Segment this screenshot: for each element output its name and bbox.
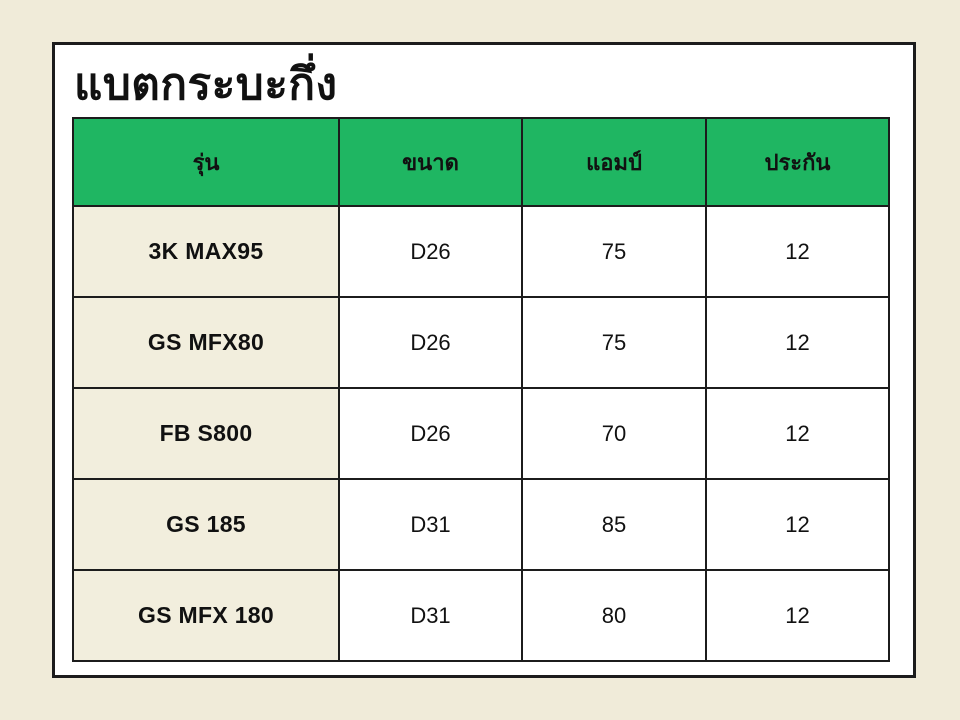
cell-model: GS MFX80 (73, 297, 339, 388)
table-body (73, 206, 889, 661)
table-row (73, 388, 889, 479)
table-row (73, 479, 889, 570)
cell-model: FB S800 (73, 388, 339, 479)
table-header (73, 118, 889, 206)
column-header-amp: แอมป์ (522, 118, 706, 206)
cell-amp: 80 (522, 570, 706, 661)
table-row (73, 570, 889, 661)
header-row (73, 118, 889, 206)
cell-size: D31 (339, 479, 522, 570)
cell-warranty: 12 (706, 297, 889, 388)
cell-warranty: 12 (706, 388, 889, 479)
cell-warranty: 12 (706, 570, 889, 661)
cell-model: GS 185 (73, 479, 339, 570)
cell-amp: 85 (522, 479, 706, 570)
content-card (52, 42, 916, 678)
cell-size: D26 (339, 297, 522, 388)
cell-amp: 75 (522, 297, 706, 388)
cell-warranty: 12 (706, 479, 889, 570)
page-title: แบตกระบะกึ่ง (74, 60, 338, 109)
cell-amp: 70 (522, 388, 706, 479)
cell-size: D31 (339, 570, 522, 661)
cell-amp: 75 (522, 206, 706, 297)
battery-spec-table (72, 117, 890, 662)
column-header-warranty: ประกัน (706, 118, 889, 206)
cell-size: D26 (339, 388, 522, 479)
cell-model: 3K MAX95 (73, 206, 339, 297)
table-row (73, 206, 889, 297)
cell-warranty: 12 (706, 206, 889, 297)
column-header-size: ขนาด (339, 118, 522, 206)
cell-model: GS MFX 180 (73, 570, 339, 661)
table-row (73, 297, 889, 388)
column-header-model: รุ่น (73, 118, 339, 206)
cell-size: D26 (339, 206, 522, 297)
